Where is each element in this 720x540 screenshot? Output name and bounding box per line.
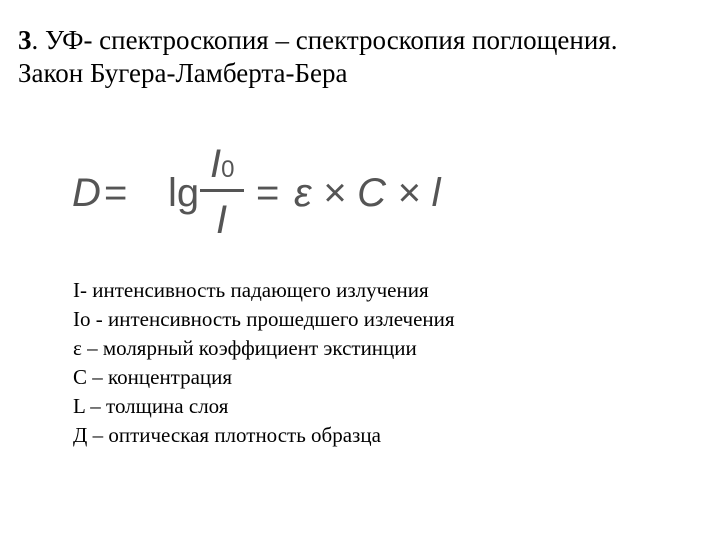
heading-line-1 [18,24,708,57]
legend-item: I- интенсивность падающего излучения [73,278,429,302]
legend-list [73,276,673,450]
heading-number: 3 [18,25,32,55]
formula-lg: lg [168,171,200,215]
legend-item: Д – оптическая плотность образца [73,423,381,447]
formula-denominator: I [216,198,228,242]
legend-item: Io - интенсивность прошедшего излечения [73,307,455,331]
heading-title-text: . УФ- спектроскопия – спектроскопия поглощения. [31,25,618,55]
formula-numerator-subscript: 0 [221,156,235,183]
fraction-bar [200,189,244,192]
formula-equals-2: = [256,171,280,215]
formula-lhs: D [72,171,101,215]
legend-item: С – концентрация [73,365,233,389]
legend-item: L – толщина слоя [73,394,229,418]
formula-rhs: ε × C × l [294,171,441,215]
formula-numerator: I0 [210,142,235,186]
slide-heading [18,24,708,90]
heading-line-2: Закон Бугера-Ламберта-Бера [18,58,348,88]
legend-item: ε – молярный коэффициент экстинции [73,336,417,360]
formula-equals-1: = [104,171,128,215]
